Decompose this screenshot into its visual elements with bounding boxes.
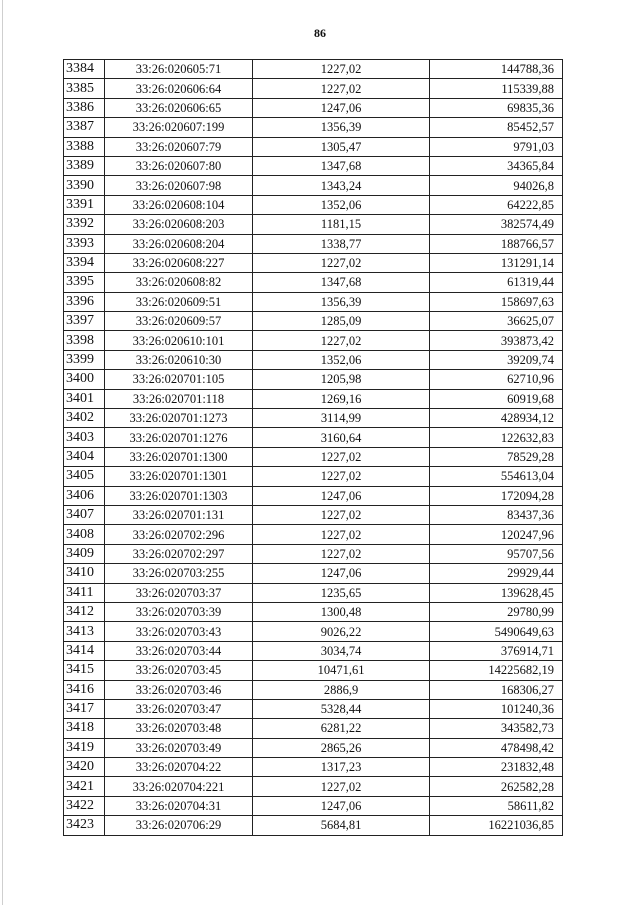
area-cell: 1305,47 — [253, 137, 430, 156]
cadastral-value-cell: 478498,42 — [430, 738, 563, 757]
cadastral-value-cell: 14225682,19 — [430, 661, 563, 680]
row-number-cell: 3399 — [64, 350, 105, 369]
cadastral-number-cell: 33:26:020703:46 — [105, 680, 253, 699]
table-row — [64, 544, 563, 563]
table-row — [64, 79, 563, 98]
area-cell: 1235,65 — [253, 583, 430, 602]
cadastral-number-cell: 33:26:020608:204 — [105, 234, 253, 253]
page-left-edge-rule — [2, 0, 3, 905]
table-row — [64, 176, 563, 195]
cadastral-value-cell: 29780,99 — [430, 602, 563, 621]
cadastral-value-cell: 29929,44 — [430, 564, 563, 583]
cadastral-value-cell: 188766,57 — [430, 234, 563, 253]
table-row — [64, 467, 563, 486]
cadastral-number-cell: 33:26:020701:118 — [105, 389, 253, 408]
table-row — [64, 505, 563, 524]
cadastral-number-cell: 33:26:020702:296 — [105, 525, 253, 544]
cadastral-number-cell: 33:26:020704:22 — [105, 758, 253, 777]
table-row — [64, 602, 563, 621]
cadastral-number-cell: 33:26:020703:43 — [105, 622, 253, 641]
cadastral-number-cell: 33:26:020703:45 — [105, 661, 253, 680]
area-cell: 1352,06 — [253, 195, 430, 214]
row-number-cell: 3407 — [64, 505, 105, 524]
cadastral-value-cell: 61319,44 — [430, 273, 563, 292]
cadastral-value-cell: 131291,14 — [430, 253, 563, 272]
row-number-cell: 3422 — [64, 796, 105, 815]
row-number-cell: 3388 — [64, 137, 105, 156]
table-row — [64, 525, 563, 544]
cadastral-value-cell: 58611,82 — [430, 796, 563, 815]
table-row — [64, 816, 563, 835]
area-cell: 1317,23 — [253, 758, 430, 777]
row-number-cell: 3386 — [64, 98, 105, 117]
row-number-cell: 3416 — [64, 680, 105, 699]
cadastral-value-cell: 115339,88 — [430, 79, 563, 98]
cadastral-number-cell: 33:26:020609:57 — [105, 312, 253, 331]
area-cell: 1347,68 — [253, 156, 430, 175]
row-number-cell: 3411 — [64, 583, 105, 602]
row-number-cell: 3409 — [64, 544, 105, 563]
cadastral-number-cell: 33:26:020701:105 — [105, 370, 253, 389]
cadastral-value-cell: 39209,74 — [430, 350, 563, 369]
area-cell: 1338,77 — [253, 234, 430, 253]
cadastral-value-cell: 158697,63 — [430, 292, 563, 311]
area-cell: 1227,02 — [253, 467, 430, 486]
cadastral-value-cell: 554613,04 — [430, 467, 563, 486]
table-row — [64, 389, 563, 408]
cadastral-number-cell: 33:26:020608:104 — [105, 195, 253, 214]
area-cell: 1181,15 — [253, 215, 430, 234]
area-cell: 5328,44 — [253, 699, 430, 718]
cadastral-number-cell: 33:26:020609:51 — [105, 292, 253, 311]
cadastral-number-cell: 33:26:020608:82 — [105, 273, 253, 292]
cadastral-value-cell: 95707,56 — [430, 544, 563, 563]
row-number-cell: 3394 — [64, 253, 105, 272]
table-row — [64, 699, 563, 718]
table-row — [64, 195, 563, 214]
cadastral-number-cell: 33:26:020706:29 — [105, 816, 253, 835]
row-number-cell: 3402 — [64, 409, 105, 428]
table-row — [64, 486, 563, 505]
area-cell: 1227,02 — [253, 79, 430, 98]
table-row — [64, 98, 563, 117]
row-number-cell: 3389 — [64, 156, 105, 175]
area-cell: 1356,39 — [253, 118, 430, 137]
page-number: 86 — [314, 26, 326, 40]
cadastral-number-cell: 33:26:020608:203 — [105, 215, 253, 234]
cadastral-number-cell: 33:26:020606:64 — [105, 79, 253, 98]
table-row — [64, 680, 563, 699]
row-number-cell: 3401 — [64, 389, 105, 408]
area-cell: 1205,98 — [253, 370, 430, 389]
row-number-cell: 3410 — [64, 564, 105, 583]
table-row — [64, 564, 563, 583]
table-row — [64, 738, 563, 757]
area-cell: 1269,16 — [253, 389, 430, 408]
row-number-cell: 3415 — [64, 661, 105, 680]
cadastral-value-cell: 168306,27 — [430, 680, 563, 699]
row-number-cell: 3423 — [64, 816, 105, 835]
table-row — [64, 583, 563, 602]
cadastral-number-cell: 33:26:020703:49 — [105, 738, 253, 757]
area-cell: 1247,06 — [253, 796, 430, 815]
table-row — [64, 234, 563, 253]
cadastral-value-cell: 262582,28 — [430, 777, 563, 796]
area-cell: 9026,22 — [253, 622, 430, 641]
table-row — [64, 292, 563, 311]
cadastral-value-cell: 34365,84 — [430, 156, 563, 175]
cadastral-value-cell: 60919,68 — [430, 389, 563, 408]
area-cell: 1227,02 — [253, 525, 430, 544]
row-number-cell: 3384 — [64, 60, 105, 79]
area-cell: 3114,99 — [253, 409, 430, 428]
row-number-cell: 3398 — [64, 331, 105, 350]
row-number-cell: 3391 — [64, 195, 105, 214]
row-number-cell: 3412 — [64, 602, 105, 621]
row-number-cell: 3390 — [64, 176, 105, 195]
area-cell: 1227,02 — [253, 544, 430, 563]
cadastral-value-cell: 382574,49 — [430, 215, 563, 234]
cadastral-value-cell: 85452,57 — [430, 118, 563, 137]
area-cell: 1227,02 — [253, 331, 430, 350]
cadastral-number-cell: 33:26:020701:1301 — [105, 467, 253, 486]
row-number-cell: 3396 — [64, 292, 105, 311]
area-cell: 1247,06 — [253, 98, 430, 117]
row-number-cell: 3408 — [64, 525, 105, 544]
table-body — [64, 60, 563, 836]
cadastral-number-cell: 33:26:020610:30 — [105, 350, 253, 369]
cadastral-value-cell: 343582,73 — [430, 719, 563, 738]
cadastral-number-cell: 33:26:020607:98 — [105, 176, 253, 195]
area-cell: 1227,02 — [253, 505, 430, 524]
table-row — [64, 447, 563, 466]
table-row — [64, 777, 563, 796]
cadastral-value-cell: 231832,48 — [430, 758, 563, 777]
table-row — [64, 796, 563, 815]
table-row — [64, 370, 563, 389]
table-row — [64, 661, 563, 680]
area-cell: 1227,02 — [253, 253, 430, 272]
cadastral-value-cell: 139628,45 — [430, 583, 563, 602]
cadastral-value-cell: 16221036,85 — [430, 816, 563, 835]
area-cell: 1300,48 — [253, 602, 430, 621]
cadastral-value-cell: 94026,8 — [430, 176, 563, 195]
cadastral-number-cell: 33:26:020703:48 — [105, 719, 253, 738]
row-number-cell: 3385 — [64, 79, 105, 98]
table-row — [64, 331, 563, 350]
cadastral-value-cell: 69835,36 — [430, 98, 563, 117]
cadastral-number-cell: 33:26:020703:37 — [105, 583, 253, 602]
row-number-cell: 3392 — [64, 215, 105, 234]
row-number-cell: 3417 — [64, 699, 105, 718]
row-number-cell: 3413 — [64, 622, 105, 641]
area-cell: 1352,06 — [253, 350, 430, 369]
cadastral-number-cell: 33:26:020701:1300 — [105, 447, 253, 466]
area-cell: 1356,39 — [253, 292, 430, 311]
table-row — [64, 60, 563, 79]
area-cell: 3034,74 — [253, 641, 430, 660]
table-row — [64, 641, 563, 660]
cadastral-value-cell: 83437,36 — [430, 505, 563, 524]
cadastral-number-cell: 33:26:020701:1303 — [105, 486, 253, 505]
table-row — [64, 409, 563, 428]
row-number-cell: 3397 — [64, 312, 105, 331]
cadastral-value-cell: 120247,96 — [430, 525, 563, 544]
cadastral-value-cell: 172094,28 — [430, 486, 563, 505]
table-row — [64, 273, 563, 292]
row-number-cell: 3403 — [64, 428, 105, 447]
area-cell: 2886,9 — [253, 680, 430, 699]
cadastral-number-cell: 33:26:020701:131 — [105, 505, 253, 524]
table-row — [64, 350, 563, 369]
row-number-cell: 3395 — [64, 273, 105, 292]
area-cell: 3160,64 — [253, 428, 430, 447]
table-row — [64, 719, 563, 738]
cadastral-number-cell: 33:26:020703:47 — [105, 699, 253, 718]
row-number-cell: 3406 — [64, 486, 105, 505]
cadastral-number-cell: 33:26:020605:71 — [105, 60, 253, 79]
area-cell: 1347,68 — [253, 273, 430, 292]
area-cell: 5684,81 — [253, 816, 430, 835]
area-cell: 10471,61 — [253, 661, 430, 680]
table-row — [64, 118, 563, 137]
area-cell: 1247,06 — [253, 564, 430, 583]
table-row — [64, 758, 563, 777]
cadastral-number-cell: 33:26:020704:31 — [105, 796, 253, 815]
cadastral-number-cell: 33:26:020607:199 — [105, 118, 253, 137]
row-number-cell: 3404 — [64, 447, 105, 466]
cadastral-value-cell: 62710,96 — [430, 370, 563, 389]
cadastral-number-cell: 33:26:020703:255 — [105, 564, 253, 583]
row-number-cell: 3393 — [64, 234, 105, 253]
area-cell: 1227,02 — [253, 777, 430, 796]
table-row — [64, 428, 563, 447]
cadastral-number-cell: 33:26:020704:221 — [105, 777, 253, 796]
table-row — [64, 622, 563, 641]
cadastral-number-cell: 33:26:020606:65 — [105, 98, 253, 117]
area-cell: 1343,24 — [253, 176, 430, 195]
cadastral-number-cell: 33:26:020607:80 — [105, 156, 253, 175]
cadastral-number-cell: 33:26:020703:39 — [105, 602, 253, 621]
area-cell: 1227,02 — [253, 447, 430, 466]
table-row — [64, 156, 563, 175]
row-number-cell: 3421 — [64, 777, 105, 796]
area-cell: 1247,06 — [253, 486, 430, 505]
area-cell: 2865,26 — [253, 738, 430, 757]
table-row — [64, 253, 563, 272]
cadastral-value-cell: 78529,28 — [430, 447, 563, 466]
cadastral-value-cell: 122632,83 — [430, 428, 563, 447]
row-number-cell: 3387 — [64, 118, 105, 137]
cadastral-value-cell: 36625,07 — [430, 312, 563, 331]
cadastral-value-cell: 101240,36 — [430, 699, 563, 718]
row-number-cell: 3418 — [64, 719, 105, 738]
cadastral-number-cell: 33:26:020701:1276 — [105, 428, 253, 447]
cadastral-number-cell: 33:26:020701:1273 — [105, 409, 253, 428]
cadastral-value-cell: 144788,36 — [430, 60, 563, 79]
row-number-cell: 3405 — [64, 467, 105, 486]
table-row — [64, 137, 563, 156]
cadastral-value-cell: 9791,03 — [430, 137, 563, 156]
row-number-cell: 3400 — [64, 370, 105, 389]
area-cell: 1285,09 — [253, 312, 430, 331]
cadastral-number-cell: 33:26:020610:101 — [105, 331, 253, 350]
cadastral-value-table — [63, 59, 563, 836]
cadastral-value-cell: 64222,85 — [430, 195, 563, 214]
row-number-cell: 3420 — [64, 758, 105, 777]
cadastral-value-cell: 5490649,63 — [430, 622, 563, 641]
area-cell: 6281,22 — [253, 719, 430, 738]
table-row — [64, 312, 563, 331]
row-number-cell: 3419 — [64, 738, 105, 757]
table-row — [64, 215, 563, 234]
cadastral-value-cell: 393873,42 — [430, 331, 563, 350]
cadastral-number-cell: 33:26:020607:79 — [105, 137, 253, 156]
cadastral-value-cell: 376914,71 — [430, 641, 563, 660]
cadastral-value-cell: 428934,12 — [430, 409, 563, 428]
area-cell: 1227,02 — [253, 60, 430, 79]
cadastral-number-cell: 33:26:020608:227 — [105, 253, 253, 272]
cadastral-number-cell: 33:26:020702:297 — [105, 544, 253, 563]
row-number-cell: 3414 — [64, 641, 105, 660]
cadastral-number-cell: 33:26:020703:44 — [105, 641, 253, 660]
